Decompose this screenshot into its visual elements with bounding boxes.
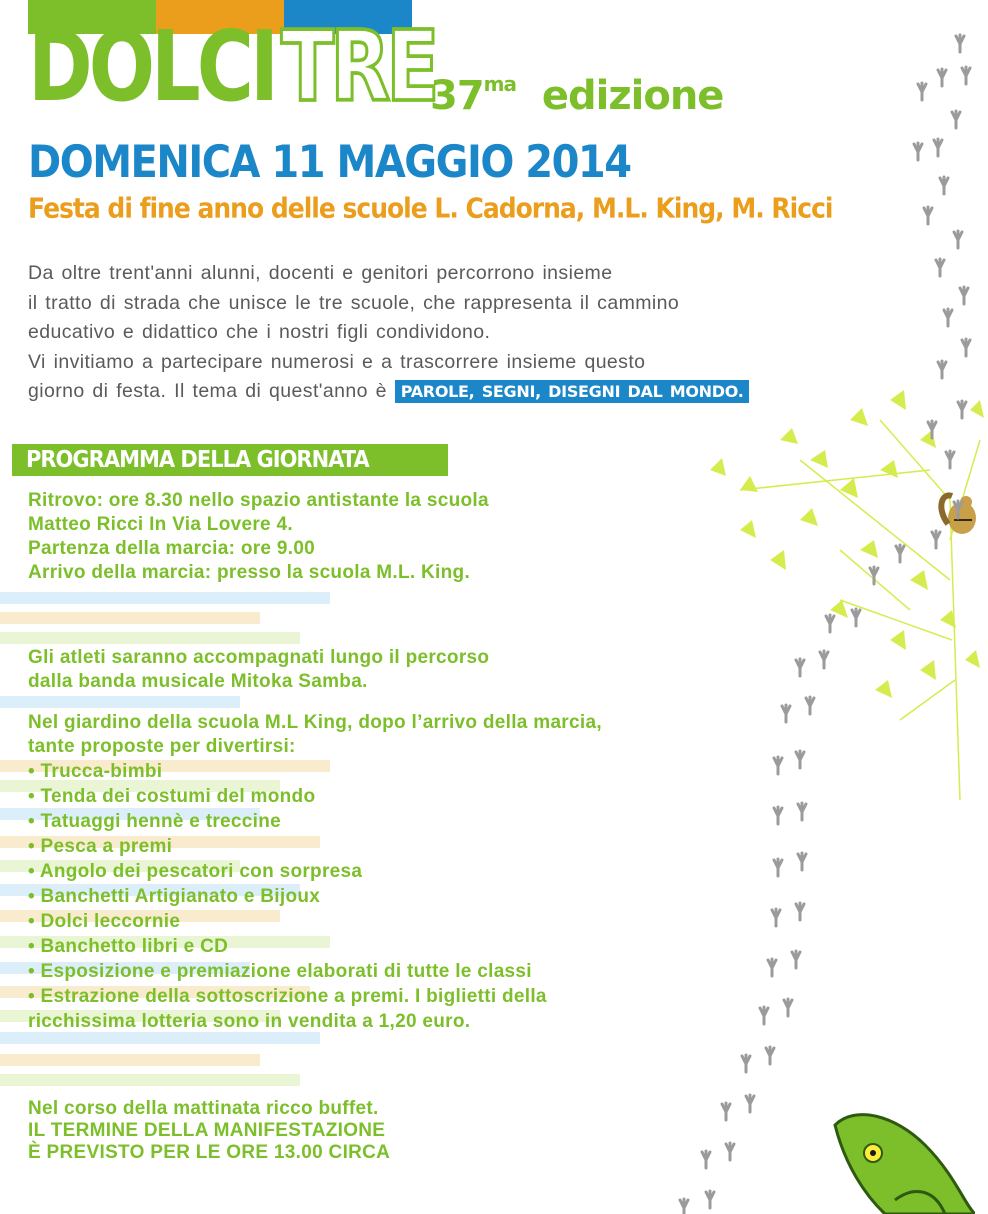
section-heading: PROGRAMMA DELLA GIORNATA xyxy=(26,445,369,473)
activity-item: • Dolci leccornie xyxy=(28,911,181,932)
stripe xyxy=(0,632,300,644)
edition-word: edizione xyxy=(541,73,724,119)
closing-line: Nel corso della mattinata ricco buffet. xyxy=(28,1098,379,1119)
closing-line: È PREVISTO PER LE ORE 13.00 CIRCA xyxy=(28,1142,391,1163)
intro-line: Da oltre trent'anni alunni, docenti e genitori percorrono insieme xyxy=(28,262,613,284)
footprint-trail-icon xyxy=(660,20,988,1214)
theme-badge: PAROLE, SEGNI, DISEGNI DAL MONDO. xyxy=(395,380,750,403)
closing-info xyxy=(28,1098,390,1164)
stripe xyxy=(0,1074,300,1086)
activity-item: • Banchetto libri e CD xyxy=(28,936,229,957)
stripe xyxy=(0,696,240,708)
stripe xyxy=(0,612,260,624)
garden-line: Nel giardino della scuola M.L King, dopo l’arrivo della marcia, xyxy=(28,712,602,733)
meeting-line: Ritrovo: ore 8.30 nello spazio antistante la scuola xyxy=(28,490,489,511)
event-date: DOMENICA 11 MAGGIO 2014 xyxy=(28,136,631,189)
intro-line: giorno di festa. Il tema di quest'anno è xyxy=(28,380,387,402)
activity-item: • Angolo dei pescatori con sorpresa xyxy=(28,861,363,882)
band-line: dalla banda musicale Mitoka Samba. xyxy=(28,671,368,692)
arrival-line: Arrivo della marcia: presso la scuola M.L. King. xyxy=(28,562,471,583)
stripe xyxy=(0,592,330,604)
event-subtitle: Festa di fine anno delle scuole L. Cadorna, M.L. King, M. Ricci xyxy=(28,191,833,225)
intro-line: Vi invitiamo a partecipare numerosi e a trascorrere insieme questo xyxy=(28,350,646,373)
activity-item: • Tatuaggi hennè e treccine xyxy=(28,811,282,832)
intro-line: il tratto di strada che unisce le tre scuole, che rappresenta il cammino xyxy=(28,291,680,314)
activity-item: • Trucca-bimbi xyxy=(28,761,163,782)
closing-line: IL TERMINE DELLA MANIFESTAZIONE xyxy=(28,1120,386,1141)
activity-item: • Banchetti Artigianato e Bijoux xyxy=(28,886,321,907)
activities-list xyxy=(28,759,602,1034)
lottery-line: ricchissima lotteria sono in vendita a 1,20 euro. xyxy=(28,1011,471,1032)
footprints xyxy=(680,35,970,1214)
band-info xyxy=(28,646,489,694)
garden-info xyxy=(28,711,602,1034)
band-line: Gli atleti saranno accompagnati lungo il percorso xyxy=(28,647,490,668)
activity-item: • Esposizione e premiazione elaborati di tutte le classi xyxy=(28,961,532,982)
title-tre: TRE xyxy=(281,11,436,124)
garden-line: tante proposte per divertirsi: xyxy=(28,736,296,757)
meeting-line: Matteo Ricci In Via Lovere 4. xyxy=(28,514,293,535)
intro-line: educativo e didattico che i nostri figli condividono. xyxy=(28,321,491,343)
edition-number: 37 xyxy=(430,73,484,119)
activity-item: • Pesca a premi xyxy=(28,836,173,857)
activity-item: • Tenda dei costumi del mondo xyxy=(28,786,316,807)
activity-item: • Estrazione della sottoscrizione a premi. I biglietti della xyxy=(28,986,547,1007)
stripe xyxy=(0,1054,260,1066)
departure-line: Partenza della marcia: ore 9.00 xyxy=(28,538,316,559)
title-dolci: DOLCI xyxy=(28,11,276,124)
edition-suffix: ma xyxy=(483,72,517,96)
frog-icon xyxy=(825,1105,975,1214)
meeting-info xyxy=(28,489,489,585)
